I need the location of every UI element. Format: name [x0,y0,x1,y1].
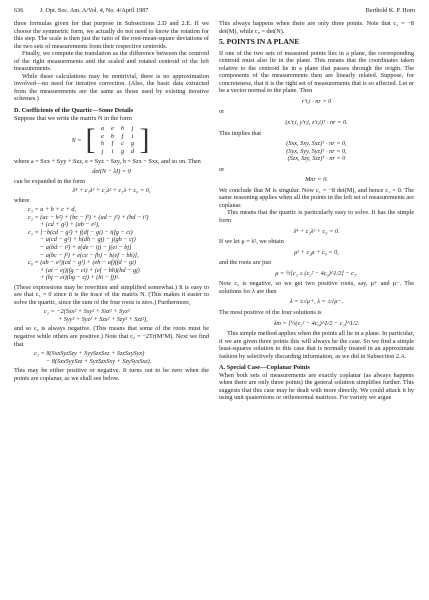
paragraph: Now c₂ is negative, so we get two positive roots, say, μ+ and μ−. The solutions for λ are then [219,280,414,295]
right-column [219,20,414,402]
matrix-cell: f [121,132,124,140]
equation: + Syy² + Syz² + Szx² + Szy² + Szz²), [58,315,148,323]
matrix-grid [97,125,137,155]
paragraph: This always happens when there are only three points. Note that c₁ = −8 det(M), while c₀ = det(N). [219,20,414,35]
paragraph: can be expanded in the form [14,177,85,185]
c2-equation [14,308,209,323]
matrix-cell: i [131,132,134,140]
header-author: Berthold K. P. Horn [365,7,415,14]
paragraph: or [219,108,225,116]
equation: (Szx, Szy, Szz)ᵀ · nr = 0 [287,155,346,163]
matrix-cell: b [110,132,115,140]
paragraph: or [219,165,225,173]
equation: det(N − λI) = 0 [92,168,131,176]
c1-equation [14,350,209,365]
equation: μ = ½[c₂ ± (c₂² − 4c₀)^1/2] − c₂. [275,269,358,277]
equation: λ = ±√μ+, λ = ±√μ−. [289,298,344,306]
matrix-cell: h [120,125,125,133]
journal-citation: J. Opt. Soc. Am. A/Vol. 4, No. 4/April 1987 [40,7,149,14]
section-heading-5: 5. POINTS IN A PLANE [219,37,300,47]
matrix-cell: j [131,125,134,133]
equation: + (cd + g²) + (ab − e²), [40,221,100,229]
equation: Mnr = 0. [305,176,328,184]
equation: (x′r,i, y′r,i, z′r,i)ᵀ · nr = 0. [285,119,348,127]
left-bracket: [ [85,123,96,157]
matrix-cell: f [111,140,114,148]
equation: (Sxx, Sxy, Sxz)ᵀ · nr = 0, [286,140,347,148]
paragraph: This simple method applies when the points all lie in a plane. In particular, if we are given three points this will always be the case. So we find a simple least-squares solution to this case that is normally treated in an approximate fashion by selectively discarding information, as we did in Subsection 2.A. [219,330,414,360]
equation: c₀ = (ab − e²)(cd − g²) + (eh − af)(fd − gi) [28,259,136,267]
equation: λ⁴ + c₂λ² + c₀ = 0. [293,227,340,235]
matrix-cell: g [120,147,125,155]
matrix-cell: j [101,147,104,155]
left-column [14,20,209,382]
paragraph: This implies that [219,129,262,137]
equation: c₁ = 8(SxxSyzSzy + SyySzxSxz + SzzSxySyx) [34,350,145,358]
equation: c₃ = a + b + c + d, [28,206,77,214]
paragraph: three formulas given for that purpose in Subsections 2.D and 2.E. If we choose the symmetric form, we actually do not need to know the rotation for this step. The scale is then just the ratio of the root-mean-square deviations of the two sets of measurements from their respective centroids. [14,20,209,50]
plane-equations [219,140,414,163]
equation: c₂ = (ac − h²) + (bc − f²) + (ad − j²) + (bd − i²) [28,213,149,221]
paragraph: If we let μ = λ², we obtain [219,238,284,246]
right-bracket: ] [139,123,150,157]
matrix-cell: i [111,147,114,155]
paragraph: Finally, we compute the translation as the difference between the centroid of the right measurements and the scaled and rotated centroid of the left measurements. [14,50,209,73]
paragraph: where a = Sxx + Syy + Szz, e = Syz − Szy, h = Szx − Sxz, and so on. Then [14,158,201,166]
equation: + (bj − ei)(hg − cj) + (hi − fj)². [40,274,120,282]
page-number: 636 [14,7,24,14]
paragraph: where [14,196,30,204]
equation: + (ai − ej)(fg − ci) + (ef − bh)(hd − gj) [40,266,140,274]
paragraph: While these calculations may be nontrivial, there is no approximation involved—no need for iterative correction. (Also, the basic data extracted from the measurements are the same as those used by existing iterative schemes.) [14,72,209,103]
coefficient-block [14,206,209,281]
section-heading-d: D. Coefficients of the Quartic—Some Details [14,107,134,115]
paragraph: When both sets of measurements are exactly coplanar (as always happens when there are only three points) the general solution simplifies further. This suggests that this case may be dealt with more directly. We could attack it by using unit quaternions or orthonormal matrices. For variety we argue [219,371,414,402]
matrix-cell: a [100,125,105,133]
paragraph: (These expressions may be rewritten and simplified somewhat.) It is easy to see that c₃ = 0 since it is the trace of the matrix N. (This makes it easier to solve the quartic, since the sum of the four roots is zero.) Furthermore, [14,283,209,306]
matrix-n [14,125,209,155]
matrix-cell: g [130,140,135,148]
equation: λm = [½(c₂² − 4c₀)^1/2 − c₂]^1/2. [273,319,360,327]
equation: − a(bc − f²) + e(ce − fh) − h(ef − bh)], [40,251,139,259]
matrix-label: N = [71,136,82,144]
matrix-cell: d [130,147,135,155]
matrix-cell: e [111,125,114,133]
matrix-cell: c [121,140,124,148]
equation: c₂ = −2(Sxx² + Sxy² + Sxz² + Syx² [44,308,130,316]
equation: − a(cd − g²) + h(dh − gj) − j(gh − cj) [40,236,136,244]
paragraph: and so c₂ is always negative. (This means that some of the roots must be negative while others are positive.) Note that c₂ = −2Tr(MᵀM). Next we find that [14,325,209,348]
paragraph: and the roots are just [219,259,272,267]
paragraph: Suppose that we write the matrix N in the form [14,114,132,122]
equation: r′r,i · nr = 0 [301,97,332,105]
equation: − 8(SxxSyySzz + SyzSzxSxy + SzySyxSxz). [46,357,152,365]
paragraph: We conclude that M is singular. Now c₁ = −8 det(M), and hence c₁ = 0. The same reasoning applies when all the points in the left set of measurements are coplanar. [219,186,414,209]
paragraph: If one of the two sets of measured points lies in a plane, the corresponding centroid must also lie in the plane. This means that the coordinates taken relative to the centroid lie in a plane that passes through the origin. The components of the measurements then are linearly related. Suppose, for concreteness, that it is the right set of measurements that is so affected. Let nr be a vector normal to the plane. Then [219,49,414,95]
paragraph: This means that the quartic is particularly easy to solve. It has the simple form [219,209,414,225]
equation: c₁ = [−b(cd − g²) + f(df − gi) − i(fg − ci) [28,228,133,236]
paragraph: This may be either positive or negative. It turns out to be zero when the points are coplanar, as we shall see below. [14,367,209,382]
equation: λ⁴ + c₃λ³ + c₂λ² + c₁λ + c₀ = 0, [72,187,151,195]
running-header [14,7,415,18]
matrix-cell: e [101,132,104,140]
section-heading-a: A. Special Case—Coplanar Points [219,364,310,372]
paragraph: The most positive of the four solutions is [219,308,322,316]
matrix-cell: h [100,140,105,148]
equation: (Syx, Syy, Syz)ᵀ · nr = 0, [286,147,347,155]
equation: μ² + c₂μ + c₀ = 0, [294,248,339,256]
equation: − a(bd − i²) + e(de − ij) − j(ei − bj) [40,243,132,251]
